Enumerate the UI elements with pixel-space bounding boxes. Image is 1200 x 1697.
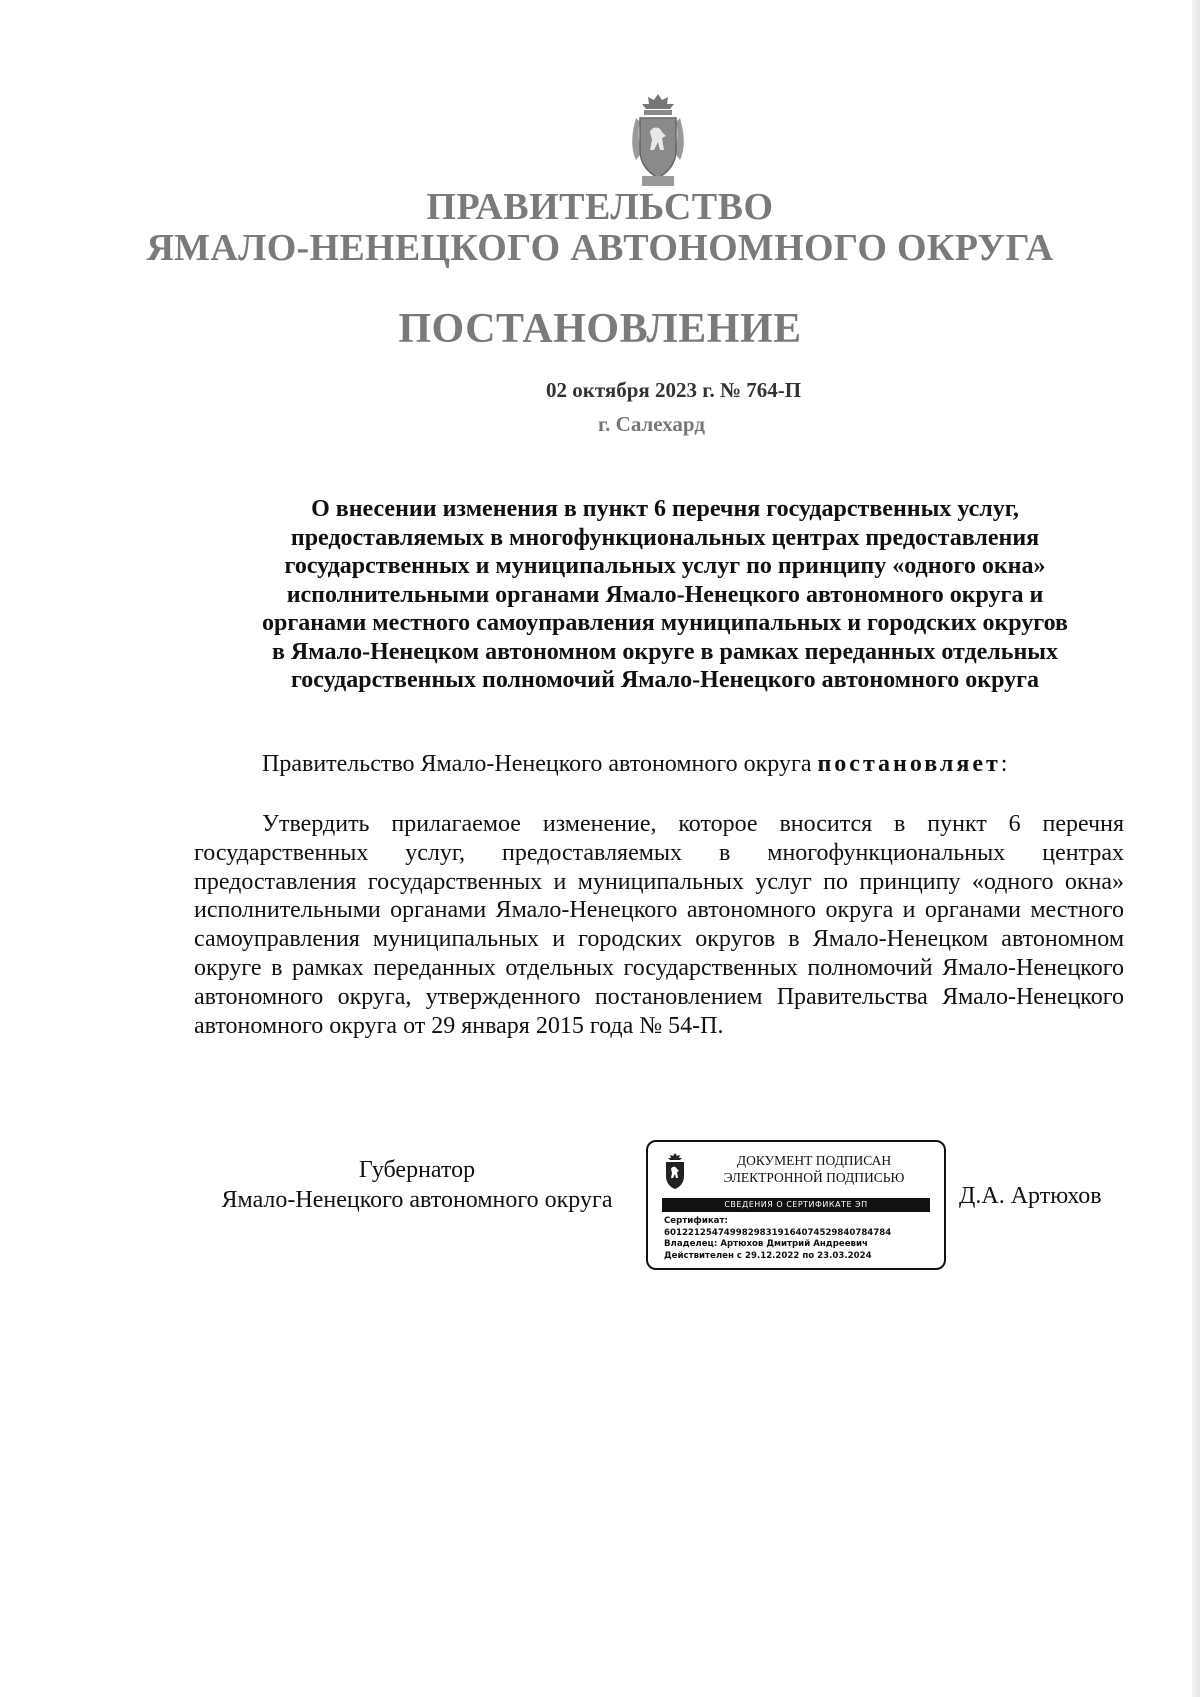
preamble-text: Правительство Ямало-Ненецкого автономного округа	[262, 751, 818, 777]
title-line: О внесении изменения в пункт 6 перечня государственных услуг,	[311, 496, 1019, 522]
title-line: органами местного самоуправления муниципальных и городских округов	[262, 610, 1068, 636]
stamp-cert-number: 60122125474998298319164074529840784784	[664, 1227, 892, 1238]
stamp-heading-line2: ЭЛЕКТРОННОЙ ПОДПИСЬЮ	[723, 1170, 905, 1185]
stamp-owner: Владелец: Артюхов Дмитрий Андреевич	[664, 1239, 868, 1249]
stamp-cert-label: Сертификат:	[664, 1216, 728, 1226]
title-line: исполнительными органами Ямало-Ненецкого автономного округа и	[286, 581, 1044, 608]
stamp-heading-line1: ДОКУМЕНТ ПОДПИСАН	[736, 1153, 892, 1168]
resolution-body: Утвердить прилагаемое изменение, которое вносится в пункт 6 перечня государственных услуг, предоставляемых в многофункциональных центрах предоставления государственных и муниципальных услуг по принципу «одного окна» исполнительными органами Ямало-Ненецкого автономного округа и органами местного самоуправления муниципальных и городских округов в Ямало-Ненецком автономном округе в рамках переданных отдельных государственных полномочий Ямало-Ненецкого автономного округа, утвержденного постановлением Правительства Ямало-Ненецкого автономного округа от 29 января 2015 года № 54-П.	[194, 811, 1124, 1039]
stamp-heading	[694, 1152, 934, 1186]
signatory-title	[194, 1155, 640, 1215]
document-date-number: 02 октября 2023 г. № 764-П	[546, 378, 802, 402]
stamp-validity: Действителен с 29.12.2022 по 23.03.2024	[664, 1250, 872, 1261]
document-title	[195, 495, 1135, 695]
preamble-emphasis: постановляет	[817, 751, 1001, 777]
signatory-title-line1: Губернатор	[358, 1157, 476, 1183]
stamp-details	[664, 1216, 939, 1262]
coat-of-arms-icon	[660, 1152, 690, 1192]
government-name-line2: ЯМАЛО-НЕНЕЦКОГО АВТОНОМНОГО ОКРУГА	[146, 227, 1054, 269]
title-line: в Ямало-Ненецком автономном округе в рамках переданных отдельных	[271, 638, 1059, 665]
document-type: ПОСТАНОВЛЕНИЕ	[398, 306, 802, 352]
signatory-name: Д.А. Артюхов	[959, 1183, 1102, 1209]
government-name-line1: ПРАВИТЕЛЬСТВО	[426, 186, 774, 228]
electronic-signature-stamp	[646, 1140, 946, 1270]
signatory-title-line2: Ямало-Ненецкого автономного округа	[221, 1187, 613, 1213]
title-line: государственных и муниципальных услуг по принципу «одного окна»	[284, 553, 1046, 579]
document-city: г. Салехард	[598, 412, 705, 436]
preamble-tail: :	[1000, 751, 1008, 777]
coat-of-arms-icon	[622, 92, 694, 188]
stamp-certificate-bar: СВЕДЕНИЯ О СЕРТИФИКАТЕ ЭП	[662, 1198, 930, 1212]
preamble	[262, 751, 1007, 778]
title-line: предоставляемых в многофункциональных центрах предоставления	[290, 524, 1040, 551]
title-line: государственных полномочий Ямало-Ненецкого автономного округа	[290, 667, 1040, 693]
